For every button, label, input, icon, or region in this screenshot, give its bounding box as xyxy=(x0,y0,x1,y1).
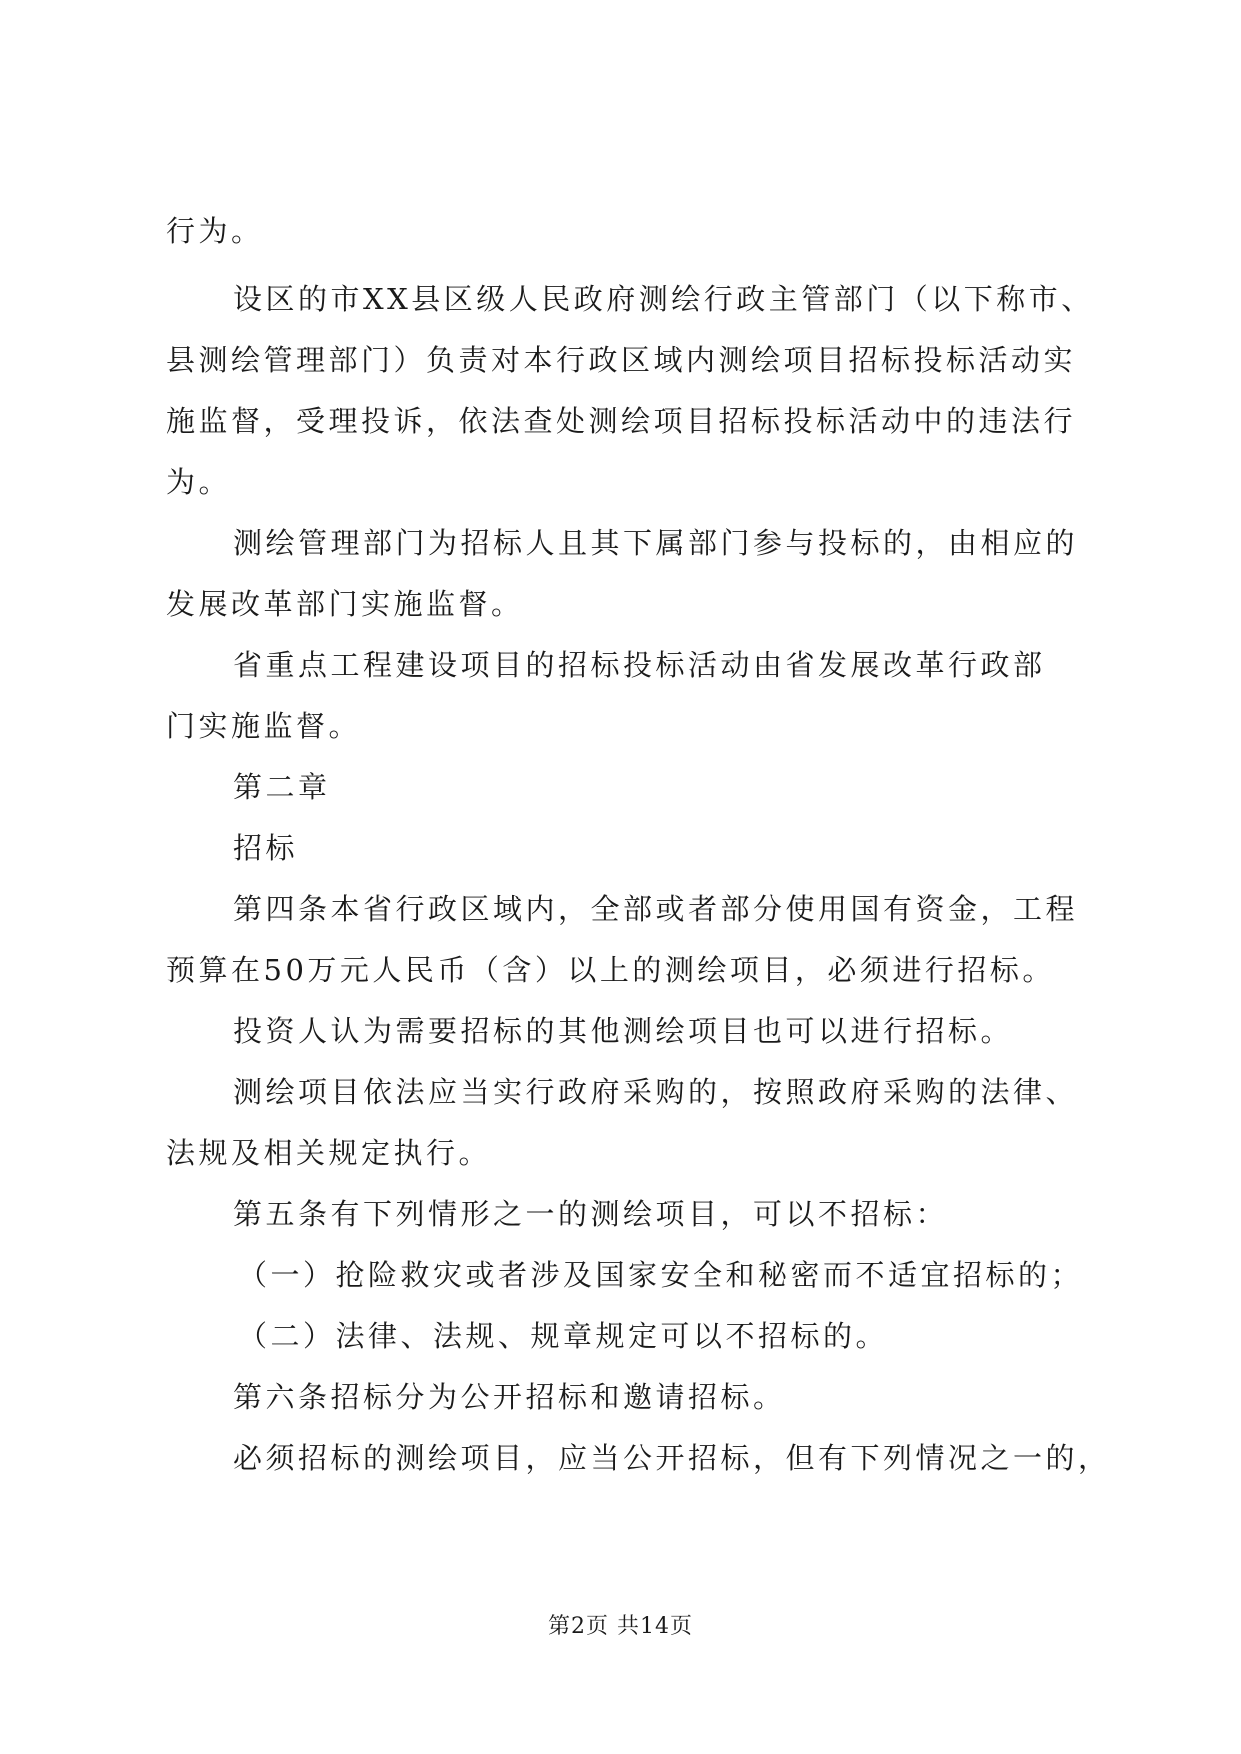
text-line: 省重点工程建设项目的招标投标活动由省发展改革行政部 xyxy=(233,648,1046,682)
page-footer: 第2页 共14页 xyxy=(548,1614,693,1639)
text-line: 测绘管理部门为招标人且其下属部门参与投标的，由相应的 xyxy=(233,526,1079,560)
text-line: 投资人认为需要招标的其他测绘项目也可以进行招标。 xyxy=(233,1014,1014,1048)
text-line: 法规及相关规定执行。 xyxy=(166,1136,492,1170)
list-item: （一）抢险救灾或者涉及国家安全和秘密而不适宜招标的； xyxy=(238,1258,1084,1292)
text-line: 预算在50万元人民币（含）以上的测绘项目，必须进行招标。 xyxy=(166,953,1055,987)
chapter-title: 招标 xyxy=(233,831,299,865)
text-line: 设区的市XX县区级人民政府测绘行政主管部门（以下称市、 xyxy=(233,282,1094,316)
text-line: 施监督，受理投诉，依法查处测绘项目招标投标活动中的违法行 xyxy=(166,404,1077,438)
text-line: 行为。 xyxy=(166,214,264,248)
text-line: 第六条招标分为公开招标和邀请招标。 xyxy=(233,1380,786,1414)
list-item: （二）法律、法规、规章规定可以不招标的。 xyxy=(238,1319,889,1353)
text-line: 发展改革部门实施监督。 xyxy=(166,587,524,621)
text-line: 门实施监督。 xyxy=(166,709,362,743)
text-line: 必须招标的测绘项目，应当公开招标，但有下列情况之一的， xyxy=(233,1441,1111,1475)
text-line: 为。 xyxy=(166,465,232,499)
chapter-heading: 第二章 xyxy=(233,770,331,804)
text-line: 第四条本省行政区域内，全部或者部分使用国有资金，工程 xyxy=(233,892,1079,926)
text-line: 第五条有下列情形之一的测绘项目，可以不招标： xyxy=(233,1197,949,1231)
text-line: 测绘项目依法应当实行政府采购的，按照政府采购的法律、 xyxy=(233,1075,1079,1109)
text-line: 县测绘管理部门）负责对本行政区域内测绘项目招标投标活动实 xyxy=(166,343,1077,377)
